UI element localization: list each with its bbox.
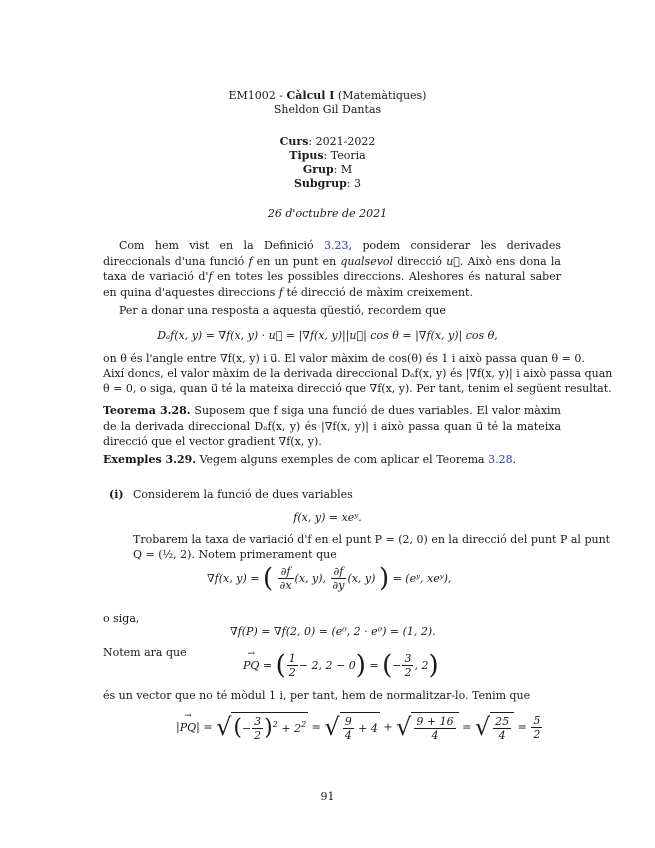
- angle-line-2: Així doncs, el valor màxim de la derivada direccional Dₐf(x, y) és |∇f(x, y)| i això passa quan: [103, 367, 613, 380]
- author: Sheldon Gil Dantas: [273, 103, 382, 116]
- page-number: 91: [320, 790, 335, 803]
- o-siga: o siga,: [103, 612, 140, 625]
- date: 26 d'octubre de 2021: [267, 207, 388, 220]
- theorem-3-28: Teorema 3.28. Suposem que f siga una funció de dues variables. El valor màxim de la derivada direccional Dₐf(x, y) és |∇f(x, y)| i això passa quan u⃗ té la mateixa direcció que el vector gradient ∇f(x, y).: [103, 404, 561, 449]
- directional-derivative-equation: Dₐf(x, y) = ∇f(x, y) · u⃗ = |∇f(x, y)||u⃗| cos θ = |∇f(x, y)| cos θ,: [157, 329, 498, 342]
- rate-line-1: Trobarem la taxa de variació d'f en el punt P = (2, 0) en la direcció del punt P al punt: [133, 533, 611, 546]
- tipus-line: Tipus: Teoria: [289, 149, 366, 162]
- item-intro: Considerem la funció de dues variables: [133, 488, 353, 501]
- function-definition: f(x, y) = xeʸ.: [293, 511, 362, 524]
- pq-vector-equation: → PQ = ( $\frac{1}{2}$ − 2, 2 − 0) = (− $\frac{3}{2}$ , 2): [243, 652, 439, 679]
- normalize-line: és un vector que no té mòdul 1 i, per tant, hem de normalitzar-lo. Tenim que: [103, 689, 531, 702]
- course-title: EM1002 - Càlcul I (Matemàtiques): [228, 89, 427, 102]
- angle-line-3: θ = 0, o siga, quan u⃗ té la mateixa direcció que ∇f(x, y). Per tant, tenim el següent resultat.: [103, 382, 612, 395]
- notem-ara: Notem ara que: [103, 646, 187, 659]
- intro-paragraph: Com hem vist en la Definició 3.23, podem considerar les derivades direccionals d'una funció f en un punt en qualsevol direcció u⃗. Això ens dona la taxa de variació d'f en totes les possibles direccions. Aleshores és natural saber en quina d'aquestes direccions f té direcció de màxim creixement.: [103, 239, 561, 299]
- examples-3-29: Exemples 3.29. Vegem alguns exemples de com aplicar el Teorema 3.28.: [103, 453, 517, 466]
- angle-line-1: on θ és l'angle entre ∇f(x, y) i u⃗. El valor màxim de cos(θ) és 1 i això passa quan θ = 0.: [103, 352, 585, 365]
- gradient-equation: ∇f(x, y) = ( $\frac{\partial f}{\partial x}$ (x, y), $\frac{\partial f}{\partial y}$ (x, y) ) = (eʸ, xeʸ),: [207, 563, 452, 594]
- subgrup-line: Subgrup: 3: [293, 177, 361, 190]
- curs-line: Curs: 2021-2022: [279, 135, 376, 148]
- ref-theorem-3-28[interactable]: 3.28: [488, 453, 513, 466]
- pq-norm-equation: |→ PQ| = √(− $\frac{3}{2}$ )$^2 + 2^2$ = √ $\frac{9}{4}$ + 4 + √ $\frac{9 + 16}{4}$ = √ $\frac{25}{4}$ = $\frac{5}{2}$: [176, 712, 543, 742]
- rate-line-2: Q = (½, 2). Notem primerament que: [133, 548, 337, 561]
- item-marker: (i): [109, 488, 124, 501]
- gradient-at-p: ∇f(P) = ∇f(2, 0) = (e⁰, 2 · e⁰) = (1, 2).: [230, 625, 436, 638]
- question-paragraph: Per a donar una resposta a aquesta qüestió, recordem que: [119, 304, 446, 317]
- grup-line: Grup: M: [302, 163, 353, 176]
- ref-definition-3-23[interactable]: 3.23: [324, 239, 349, 252]
